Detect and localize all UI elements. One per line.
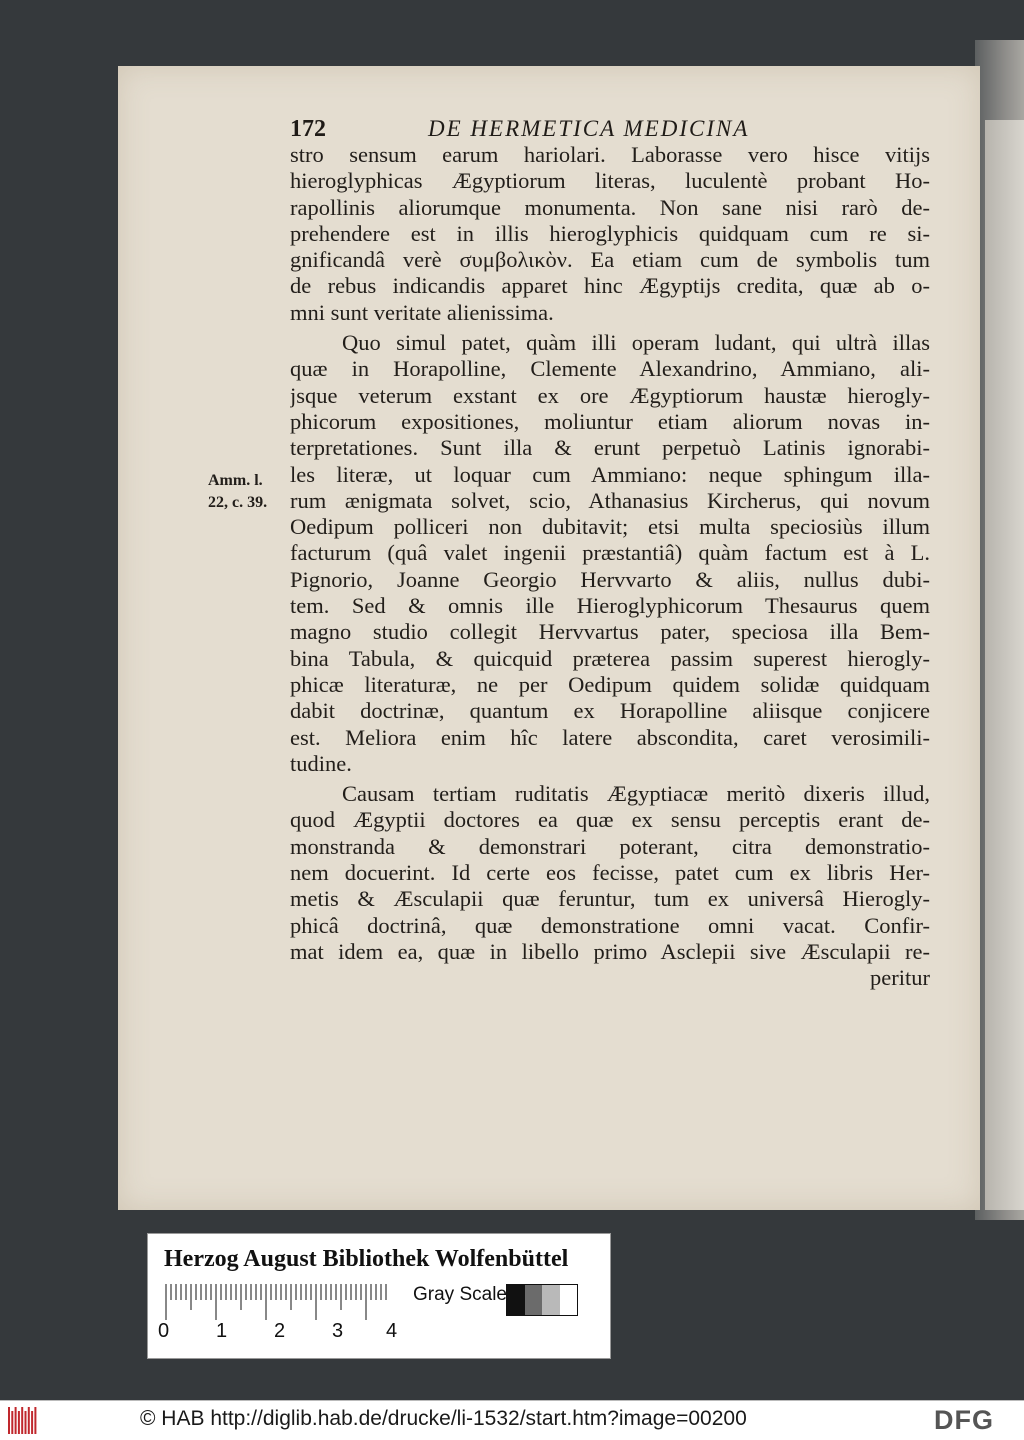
gray-scale-swatch: [506, 1284, 578, 1316]
body-text: [290, 142, 930, 992]
text-line: facturum (quâ valet ingenii præstantiâ) quàm factum est à L.: [290, 540, 930, 566]
hab-logo-bar: [8, 1407, 10, 1434]
margin-note: [208, 470, 280, 514]
hab-barcode-logo-icon: [8, 1407, 38, 1434]
gray-swatch-light: [542, 1285, 560, 1315]
adjacent-page-edge-inner: [985, 120, 1024, 1210]
text-line: bina Tabula, & quicquid præterea passim superest hierogly-: [290, 645, 930, 671]
text-line: stro sensum earum hariolari. Laborasse vero hisce vitijs: [290, 142, 930, 167]
hab-logo-bar: [21, 1407, 23, 1434]
text-line: magno studio collegit Hervvartus pater, speciosa illa Bem-: [290, 619, 930, 645]
hab-logo-bar: [25, 1411, 27, 1434]
text-line: quod Ægyptii doctores ea quæ ex sensu perceptis erant de-: [290, 807, 930, 833]
scale-ruler: [164, 1284, 394, 1320]
gray-swatch-dark: [525, 1285, 543, 1315]
copyright-link[interactable]: © HAB http://diglib.hab.de/drucke/li-1532/start.htm?image=00200: [140, 1407, 747, 1430]
text-line: tem. Sed & omnis ille Hieroglyphicorum Thesaurus quem: [290, 593, 930, 619]
text-line: quæ in Horapolline, Clemente Alexandrino, Ammiano, ali-: [290, 356, 930, 382]
text-line: Quo simul patet, quàm illi operam ludant, qui ultrà illas: [342, 330, 930, 356]
text-line: phicæ literaturæ, ne per Oedipum quidem solidæ quidquam: [290, 671, 930, 697]
text-line: mni sunt veritate alienissima.: [290, 299, 554, 325]
catchword: peritur: [870, 965, 930, 991]
hab-logo-bar: [34, 1407, 36, 1434]
text-line: monstranda & demonstrari poterant, citra demonstratio-: [290, 833, 930, 859]
dfg-logo: DFG: [934, 1405, 994, 1435]
hab-logo-bar: [18, 1411, 20, 1434]
page-number: 172: [290, 116, 326, 142]
text-line: phicâ doctrinâ, quæ demonstratione omni vacat. Confir-: [290, 912, 930, 938]
ruler-numbers: [158, 1320, 398, 1346]
text-line: metis & Æsculapii quæ feruntur, tum ex universâ Hierogly-: [290, 886, 930, 912]
text-line: jsque veterum exstant ex ore Ægyptiorum haustæ hierogly-: [290, 382, 930, 408]
footer-bar: [0, 1400, 1024, 1440]
hab-logo-bar: [28, 1407, 30, 1434]
text-line: phicorum expositiones, moliuntur etiam aliorum novas in-: [290, 408, 930, 434]
text-line: tudine.: [290, 750, 352, 776]
text-line: rapollinis aliorumque monumenta. Non sane nisi rarò de-: [290, 194, 930, 220]
text-line: gnificandâ verè συμβολικὸν. Ea etiam cum de symbolis tum: [290, 247, 930, 273]
hab-logo-bar: [31, 1411, 33, 1434]
gray-scale-label: Gray Scale: [413, 1284, 507, 1305]
margin-note-line: 22, c. 39.: [208, 494, 268, 511]
ruler-number: 3: [332, 1320, 344, 1342]
gray-swatch-white: [560, 1285, 578, 1315]
text-line: rum ænigmata solvet, scio, Athanasius Kircherus, qui novum: [290, 487, 930, 513]
hab-logo-bar: [15, 1407, 17, 1434]
gray-swatch-black: [507, 1285, 525, 1315]
text-line: prehendere est in illis hieroglyphicis quidquam cum re si-: [290, 220, 930, 246]
margin-note-line: Amm. l.: [208, 472, 263, 489]
text-line: est. Meliora enim hîc latere abscondita, caret verosimili-: [290, 724, 930, 750]
library-name: Herzog August Bibliothek Wolfenbüttel: [164, 1246, 569, 1272]
text-line: hieroglyphicas Ægyptiorum literas, luculentè probant Ho-: [290, 168, 930, 194]
library-label-card: [147, 1233, 611, 1359]
text-line: mat idem ea, quæ in libello primo Asclepii sive Æsculapii re-: [290, 938, 930, 964]
ruler-number: 2: [274, 1320, 286, 1342]
text-line: de rebus indicandis apparet hinc Ægyptijs credita, quæ ab o-: [290, 273, 930, 299]
ruler-number: 0: [158, 1320, 170, 1342]
ruler-number: 4: [386, 1320, 398, 1342]
ruler-number: 1: [216, 1320, 228, 1342]
hab-logo-bar: [11, 1411, 13, 1434]
running-head: DE HERMETICA MEDICINA: [428, 116, 750, 141]
text-line: terpretationes. Sunt illa & erunt perpetuò Latinis ignorabi-: [290, 435, 930, 461]
text-line: les literæ, ut loquar cum Ammiano: neque sphingum illa-: [290, 461, 930, 487]
text-line: Oedipum polliceri non dubitavit; etsi multa speciosiùs illum: [290, 514, 930, 540]
text-line: nem docuerint. Id certe eos fecisse, patet cum ex libris Her-: [290, 860, 930, 886]
text-line: dabit doctrinæ, quantum ex Horapolline aliisque conjicere: [290, 698, 930, 724]
text-line: Pignorio, Joanne Georgio Hervvarto & aliis, nullus dubi-: [290, 566, 930, 592]
text-line: Causam tertiam ruditatis Ægyptiacæ meritò dixeris illud,: [342, 781, 930, 807]
